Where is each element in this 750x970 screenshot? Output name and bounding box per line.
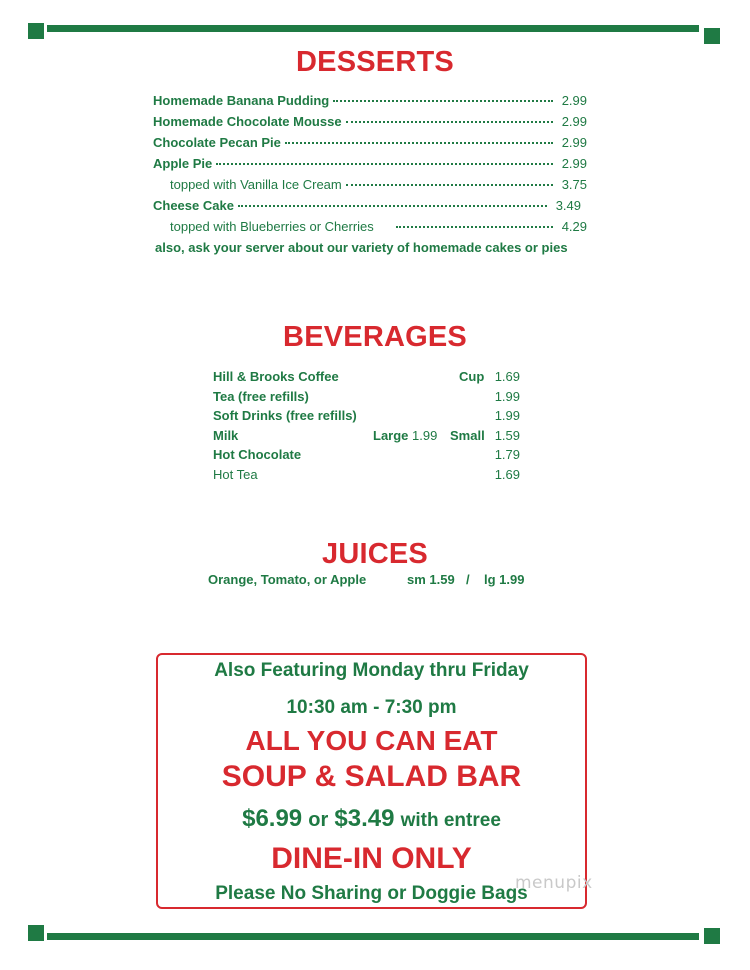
beverage-size-large	[373, 428, 437, 443]
beverage-name: Soft Drinks (free refills)	[213, 408, 357, 423]
price-or: or	[308, 809, 329, 831]
feature-dine-in-only: DINE-IN ONLY	[271, 842, 472, 875]
beverage-name: Hot Tea	[213, 467, 258, 482]
juice-item	[0, 572, 750, 592]
feature-hours: 10:30 am - 7:30 pm	[286, 697, 457, 718]
leader-dots	[238, 205, 547, 207]
beverages-title: BEVERAGES	[283, 321, 467, 353]
feature-headline-1: ALL YOU CAN EAT	[245, 725, 498, 756]
dessert-item	[153, 156, 587, 176]
feature-no-sharing: Please No Sharing or Doggie Bags	[215, 883, 528, 904]
beverage-item	[213, 447, 523, 467]
leader-dots	[396, 226, 553, 228]
bottom-border-bar	[47, 933, 699, 940]
dessert-price: 2.99	[561, 135, 587, 150]
dessert-name: Cheese Cake	[153, 198, 234, 213]
juice-separator: /	[466, 572, 470, 587]
juice-large-price: lg 1.99	[484, 572, 525, 587]
beverage-item	[213, 389, 523, 409]
size-large-price: 1.99	[412, 428, 438, 443]
price-with-entree-label: with entree	[400, 810, 501, 831]
corner-square-top-left	[28, 23, 44, 39]
price-dine-alone: $6.99	[242, 805, 303, 832]
menupix-watermark: menupix	[515, 873, 593, 893]
size-large-label: Large	[373, 428, 409, 443]
beverage-name: Tea (free refills)	[213, 389, 309, 404]
beverage-item	[213, 467, 523, 487]
desserts-title: DESSERTS	[296, 46, 454, 78]
dessert-price: 2.99	[561, 114, 587, 129]
beverage-item	[213, 428, 523, 448]
dessert-price: 2.99	[561, 156, 587, 171]
corner-square-bottom-left	[28, 925, 44, 941]
leader-dots	[285, 142, 553, 144]
dessert-price: 4.29	[561, 219, 587, 234]
dessert-name: topped with Vanilla Ice Cream	[170, 177, 342, 192]
beverage-item	[213, 408, 523, 428]
beverage-price: 1.99	[494, 408, 520, 423]
beverage-price: 1.79	[494, 447, 520, 462]
price-with-entree: $3.49	[334, 805, 395, 832]
dessert-item	[153, 198, 581, 218]
beverage-item	[213, 369, 523, 389]
beverage-size-label: Small	[450, 428, 485, 443]
beverage-name: Milk	[213, 428, 239, 443]
feature-prices	[158, 805, 585, 833]
top-border-bar	[47, 25, 699, 32]
beverage-name: Hill & Brooks Coffee	[213, 369, 339, 384]
beverage-name: Hot Chocolate	[213, 447, 302, 462]
dessert-price: 3.75	[561, 177, 587, 192]
beverage-price: 1.69	[494, 467, 520, 482]
dessert-topping-option	[153, 219, 587, 239]
dessert-item	[153, 114, 587, 134]
leader-dots	[346, 184, 553, 186]
feature-days: Also Featuring Monday thru Friday	[214, 660, 529, 681]
dessert-name: Homemade Banana Pudding	[153, 93, 330, 108]
beverage-price: 1.69	[494, 369, 520, 384]
feature-headline-2: SOUP & SALAD BAR	[221, 760, 522, 793]
dessert-name: Chocolate Pecan Pie	[153, 135, 281, 150]
beverage-price: 1.59	[494, 428, 520, 443]
desserts-note: also, ask your server about our variety of homemade cakes or pies	[155, 240, 568, 255]
beverage-size-label: Cup	[459, 369, 485, 384]
leader-dots	[346, 121, 553, 123]
dessert-item	[153, 93, 587, 113]
juice-small-price: sm 1.59	[407, 572, 455, 587]
soup-salad-feature-box	[156, 653, 587, 909]
dessert-topping-option	[153, 177, 587, 197]
dessert-item	[153, 135, 587, 155]
dessert-name: topped with Blueberries or Cherries	[170, 219, 374, 234]
beverage-price: 1.99	[494, 389, 520, 404]
juices-title: JUICES	[322, 538, 428, 570]
dessert-price: 3.49	[555, 198, 581, 213]
leader-dots	[216, 163, 553, 165]
juice-description: Orange, Tomato, or Apple	[208, 572, 367, 587]
dessert-price: 2.99	[561, 93, 587, 108]
dessert-name: Homemade Chocolate Mousse	[153, 114, 342, 129]
corner-square-top-right	[704, 28, 720, 44]
corner-square-bottom-right	[704, 928, 720, 944]
dessert-name: Apple Pie	[153, 156, 213, 171]
leader-dots	[333, 100, 553, 102]
